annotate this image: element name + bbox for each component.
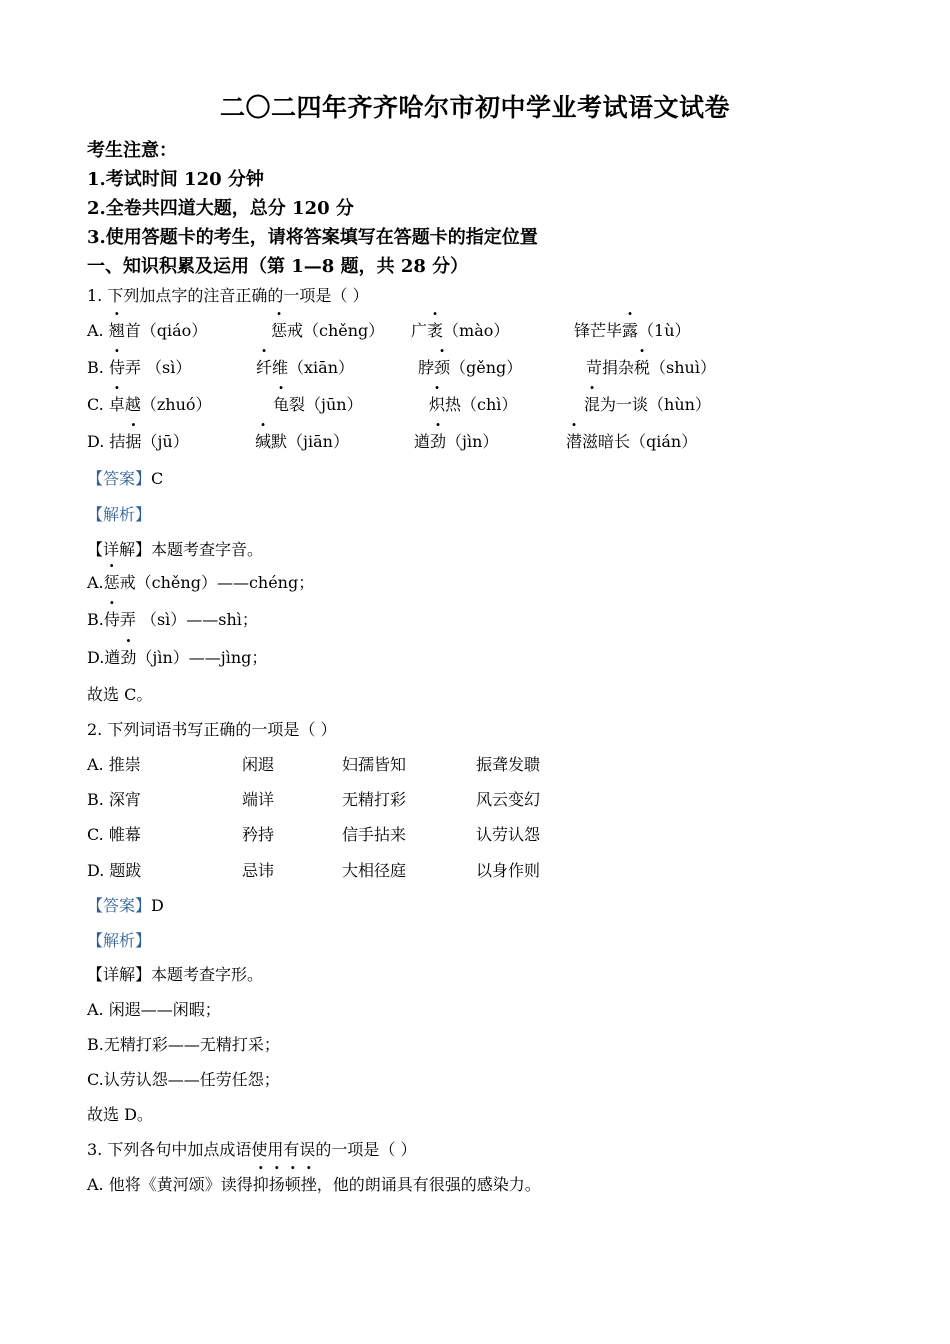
q2-detail: 【详解】本题考查字形。 <box>87 965 264 984</box>
q1-option-b-3: 脖颈（gěng） <box>418 358 523 377</box>
q2-option-d-2: 忌讳 <box>242 861 275 880</box>
q2-explain-c: C.认劳认怨——任劳任怨； <box>87 1070 280 1089</box>
q1-option-d-4: 潜滋暗长（qián） <box>566 432 698 451</box>
q1-stem: 1. 下列加点字的注音正确的一项是（ ） <box>87 286 369 305</box>
q2-option-b-3: 无精打彩 <box>342 790 407 809</box>
notice-item-2: 2.全卷共四道大题，总分 120 分 <box>87 198 354 219</box>
q1-option-d-1: D. 拮据（jū） <box>87 432 189 451</box>
q3-stem: 3. 下列各句中加点成语使用有误的一项是（ ） <box>87 1140 417 1159</box>
q2-stem: 2. 下列词语书写正确的一项是（ ） <box>87 720 337 739</box>
q1-explain-a: A.惩戒（chěng）——chéng； <box>87 573 315 592</box>
q2-option-d-1: D. 题跋 <box>87 861 142 880</box>
q2-option-c-2: 矜持 <box>242 825 275 844</box>
q2-option-d-4: 以身作则 <box>476 861 541 880</box>
q2-explain-a: A. 闲遐——闲暇； <box>87 1000 221 1019</box>
q1-option-b-4: 苛捐杂税（shuì） <box>586 358 716 377</box>
q1-option-c-3: 炽热（chì） <box>429 395 518 414</box>
notice-heading: 考生注意： <box>87 140 177 161</box>
q1-detail: 【详解】本题考查字音。 <box>87 540 264 559</box>
q2-option-c-1: C. 帷幕 <box>87 825 141 844</box>
q2-option-c-3: 信手拈来 <box>342 825 407 844</box>
q2-conclusion: 故选 D。 <box>87 1105 153 1124</box>
page-title: 二〇二四年齐齐哈尔市初中学业考试语文试卷 <box>219 93 730 122</box>
q2-option-a-4: 振聋发聩 <box>476 755 541 774</box>
q2-option-d-3: 大相径庭 <box>342 861 407 880</box>
q2-explain-b: B.无精打彩——无精打采； <box>87 1035 280 1054</box>
section-heading: 一、知识积累及运用（第 1—8 题，共 28 分） <box>87 256 469 277</box>
q1-option-a-2: 惩戒（chěng） <box>271 321 385 340</box>
q2-option-b-1: B. 深宵 <box>87 790 141 809</box>
q2-option-a-2: 闲遐 <box>242 755 275 774</box>
q2-option-a-3: 妇孺皆知 <box>342 755 407 774</box>
q1-option-a-4: 锋芒毕露（1ù） <box>574 321 691 340</box>
q1-option-c-4: 混为一谈（hùn） <box>584 395 711 414</box>
q1-explain-d: D.遒劲（jìn）——jìng； <box>87 648 268 667</box>
q1-option-b-2: 纤维（xiān） <box>256 358 355 377</box>
q3-option-a: A. 他将《黄河颂》读得抑扬顿挫，他的朗诵具有很强的感染力。 <box>87 1175 541 1194</box>
q1-analysis-label: 【解析】 <box>87 505 152 524</box>
q1-conclusion: 故选 C。 <box>87 685 153 704</box>
q1-option-b-1: B. 侍弄 （sì） <box>87 358 192 377</box>
q1-option-d-3: 遒劲（jìn） <box>414 432 499 451</box>
q2-option-b-4: 风云变幻 <box>476 790 541 809</box>
q1-option-a-3: 广袤（mào） <box>411 321 510 340</box>
q1-option-c-2: 龟裂（jūn） <box>273 395 363 414</box>
q1-answer: 【答案】C <box>87 469 164 488</box>
q2-option-b-2: 端详 <box>242 790 275 809</box>
notice-item-3: 3.使用答题卡的考生，请将答案填写在答题卡的指定位置 <box>87 227 538 248</box>
q1-explain-b: B.侍弄 （sì）——shì； <box>87 610 258 629</box>
q1-option-d-2: 缄默（jiān） <box>255 432 349 451</box>
q2-option-c-4: 认劳认怨 <box>476 825 541 844</box>
q2-option-a-1: A. 推崇 <box>87 755 141 774</box>
q2-answer: 【答案】D <box>87 896 164 915</box>
q2-analysis-label: 【解析】 <box>87 931 152 950</box>
q1-option-c-1: C. 卓越（zhuó） <box>87 395 212 414</box>
q1-option-a-1: A. 翘首（qiáo） <box>87 321 208 340</box>
notice-item-1: 1.考试时间 120 分钟 <box>87 169 264 190</box>
